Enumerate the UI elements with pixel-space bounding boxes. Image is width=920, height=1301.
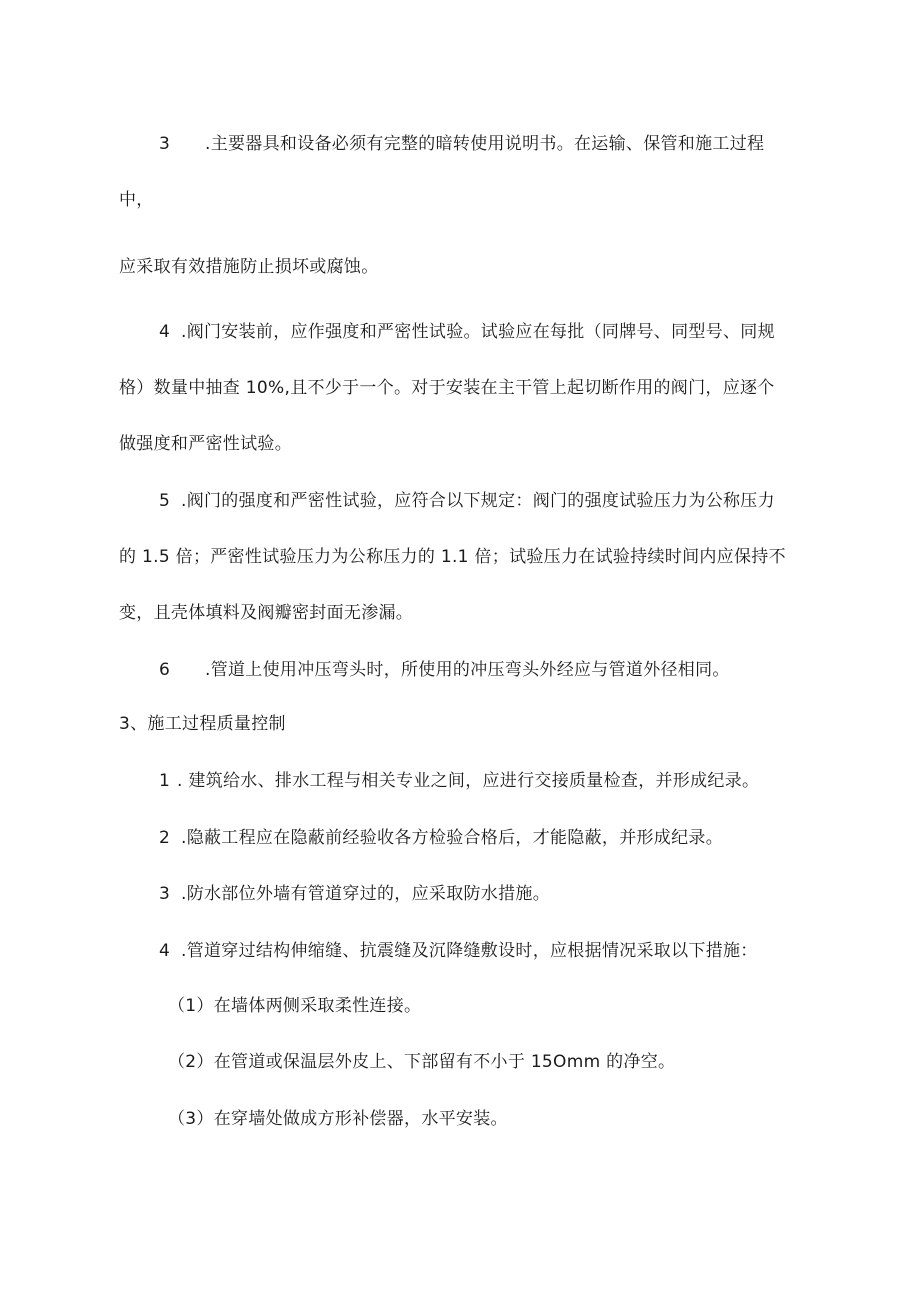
sub-item-4 xyxy=(159,939,758,963)
section-heading-text: 3、施工过程质量控制 xyxy=(119,714,286,734)
item-3-line-2 xyxy=(119,188,154,212)
section-heading xyxy=(119,712,286,736)
item-number: 1 xyxy=(159,771,171,791)
item-text: .管道穿过结构伸缩缝、抗震缝及沉降缝敷设时，应根据情况采取以下措施： xyxy=(181,941,758,961)
item-number: 3 xyxy=(159,134,171,154)
item-number: 5 xyxy=(159,491,171,511)
item-text: . 建筑给水、排水工程与相关专业之间，应进行交接质量检查，并形成纪录。 xyxy=(177,771,760,791)
item-number: 4 xyxy=(159,941,171,961)
item-text: 应采取有效措施防止损坏或腐蚀。 xyxy=(119,257,379,277)
item-4-line-2 xyxy=(119,376,775,400)
item-3-line-1 xyxy=(159,132,764,156)
item-3-line-3 xyxy=(119,255,379,279)
item-text: .防水部位外墙有管道穿过的，应采取防水措施。 xyxy=(181,884,551,904)
item-number: 6 xyxy=(159,660,171,680)
item-text: （1）在墙体两侧采取柔性连接。 xyxy=(168,996,422,1016)
item-5-line-1 xyxy=(159,489,775,513)
item-number: 2 xyxy=(159,828,171,848)
item-text: 的 1.5 倍；严密性试验压力为公称压力的 1.1 倍；试验压力在试验持续时间内应保持不 xyxy=(119,547,786,567)
measure-3 xyxy=(168,1107,508,1131)
item-text: （2）在管道或保温层外皮上、下部留有不小于 15Omm 的净空。 xyxy=(168,1052,676,1072)
item-text: 变，且壳体填料及阀瓣密封面无渗漏。 xyxy=(119,603,414,623)
item-5-line-3 xyxy=(119,601,413,625)
item-text: 格）数量中抽查 10%,且不少于一个。对于安装在主干管上起切断作用的阀门，应逐个 xyxy=(119,378,775,398)
item-number: 4 xyxy=(159,322,171,342)
item-text: .阀门的强度和严密性试验，应符合以下规定：阀门的强度试验压力为公称压力 xyxy=(181,491,775,511)
sub-item-1 xyxy=(159,769,759,793)
item-text: .管道上使用冲压弯头时，所使用的冲压弯头外经应与管道外径相同。 xyxy=(205,660,730,680)
item-text: （3）在穿墙处做成方形补偿器，水平安装。 xyxy=(168,1109,508,1129)
item-4-line-1 xyxy=(159,320,775,344)
item-text: .隐蔽工程应在隐蔽前经验收各方检验合格后，才能隐蔽，并形成纪录。 xyxy=(181,828,724,848)
item-text: 做强度和严密性试验。 xyxy=(119,434,292,454)
measure-2 xyxy=(168,1050,675,1074)
item-4-line-3 xyxy=(119,432,292,456)
item-text: .主要器具和设备必须有完整的暗转使用说明书。在运输、保管和施工过程 xyxy=(205,134,765,154)
sub-item-2 xyxy=(159,826,723,850)
item-6-line-1 xyxy=(159,658,730,682)
item-text: 中， xyxy=(119,190,154,210)
item-number: 3 xyxy=(159,884,171,904)
item-5-line-2 xyxy=(119,545,786,569)
sub-item-3 xyxy=(159,882,550,906)
item-text: .阀门安装前，应作强度和严密性试验。试验应在每批（同牌号、同型号、同规 xyxy=(181,322,775,342)
measure-1 xyxy=(168,994,421,1018)
